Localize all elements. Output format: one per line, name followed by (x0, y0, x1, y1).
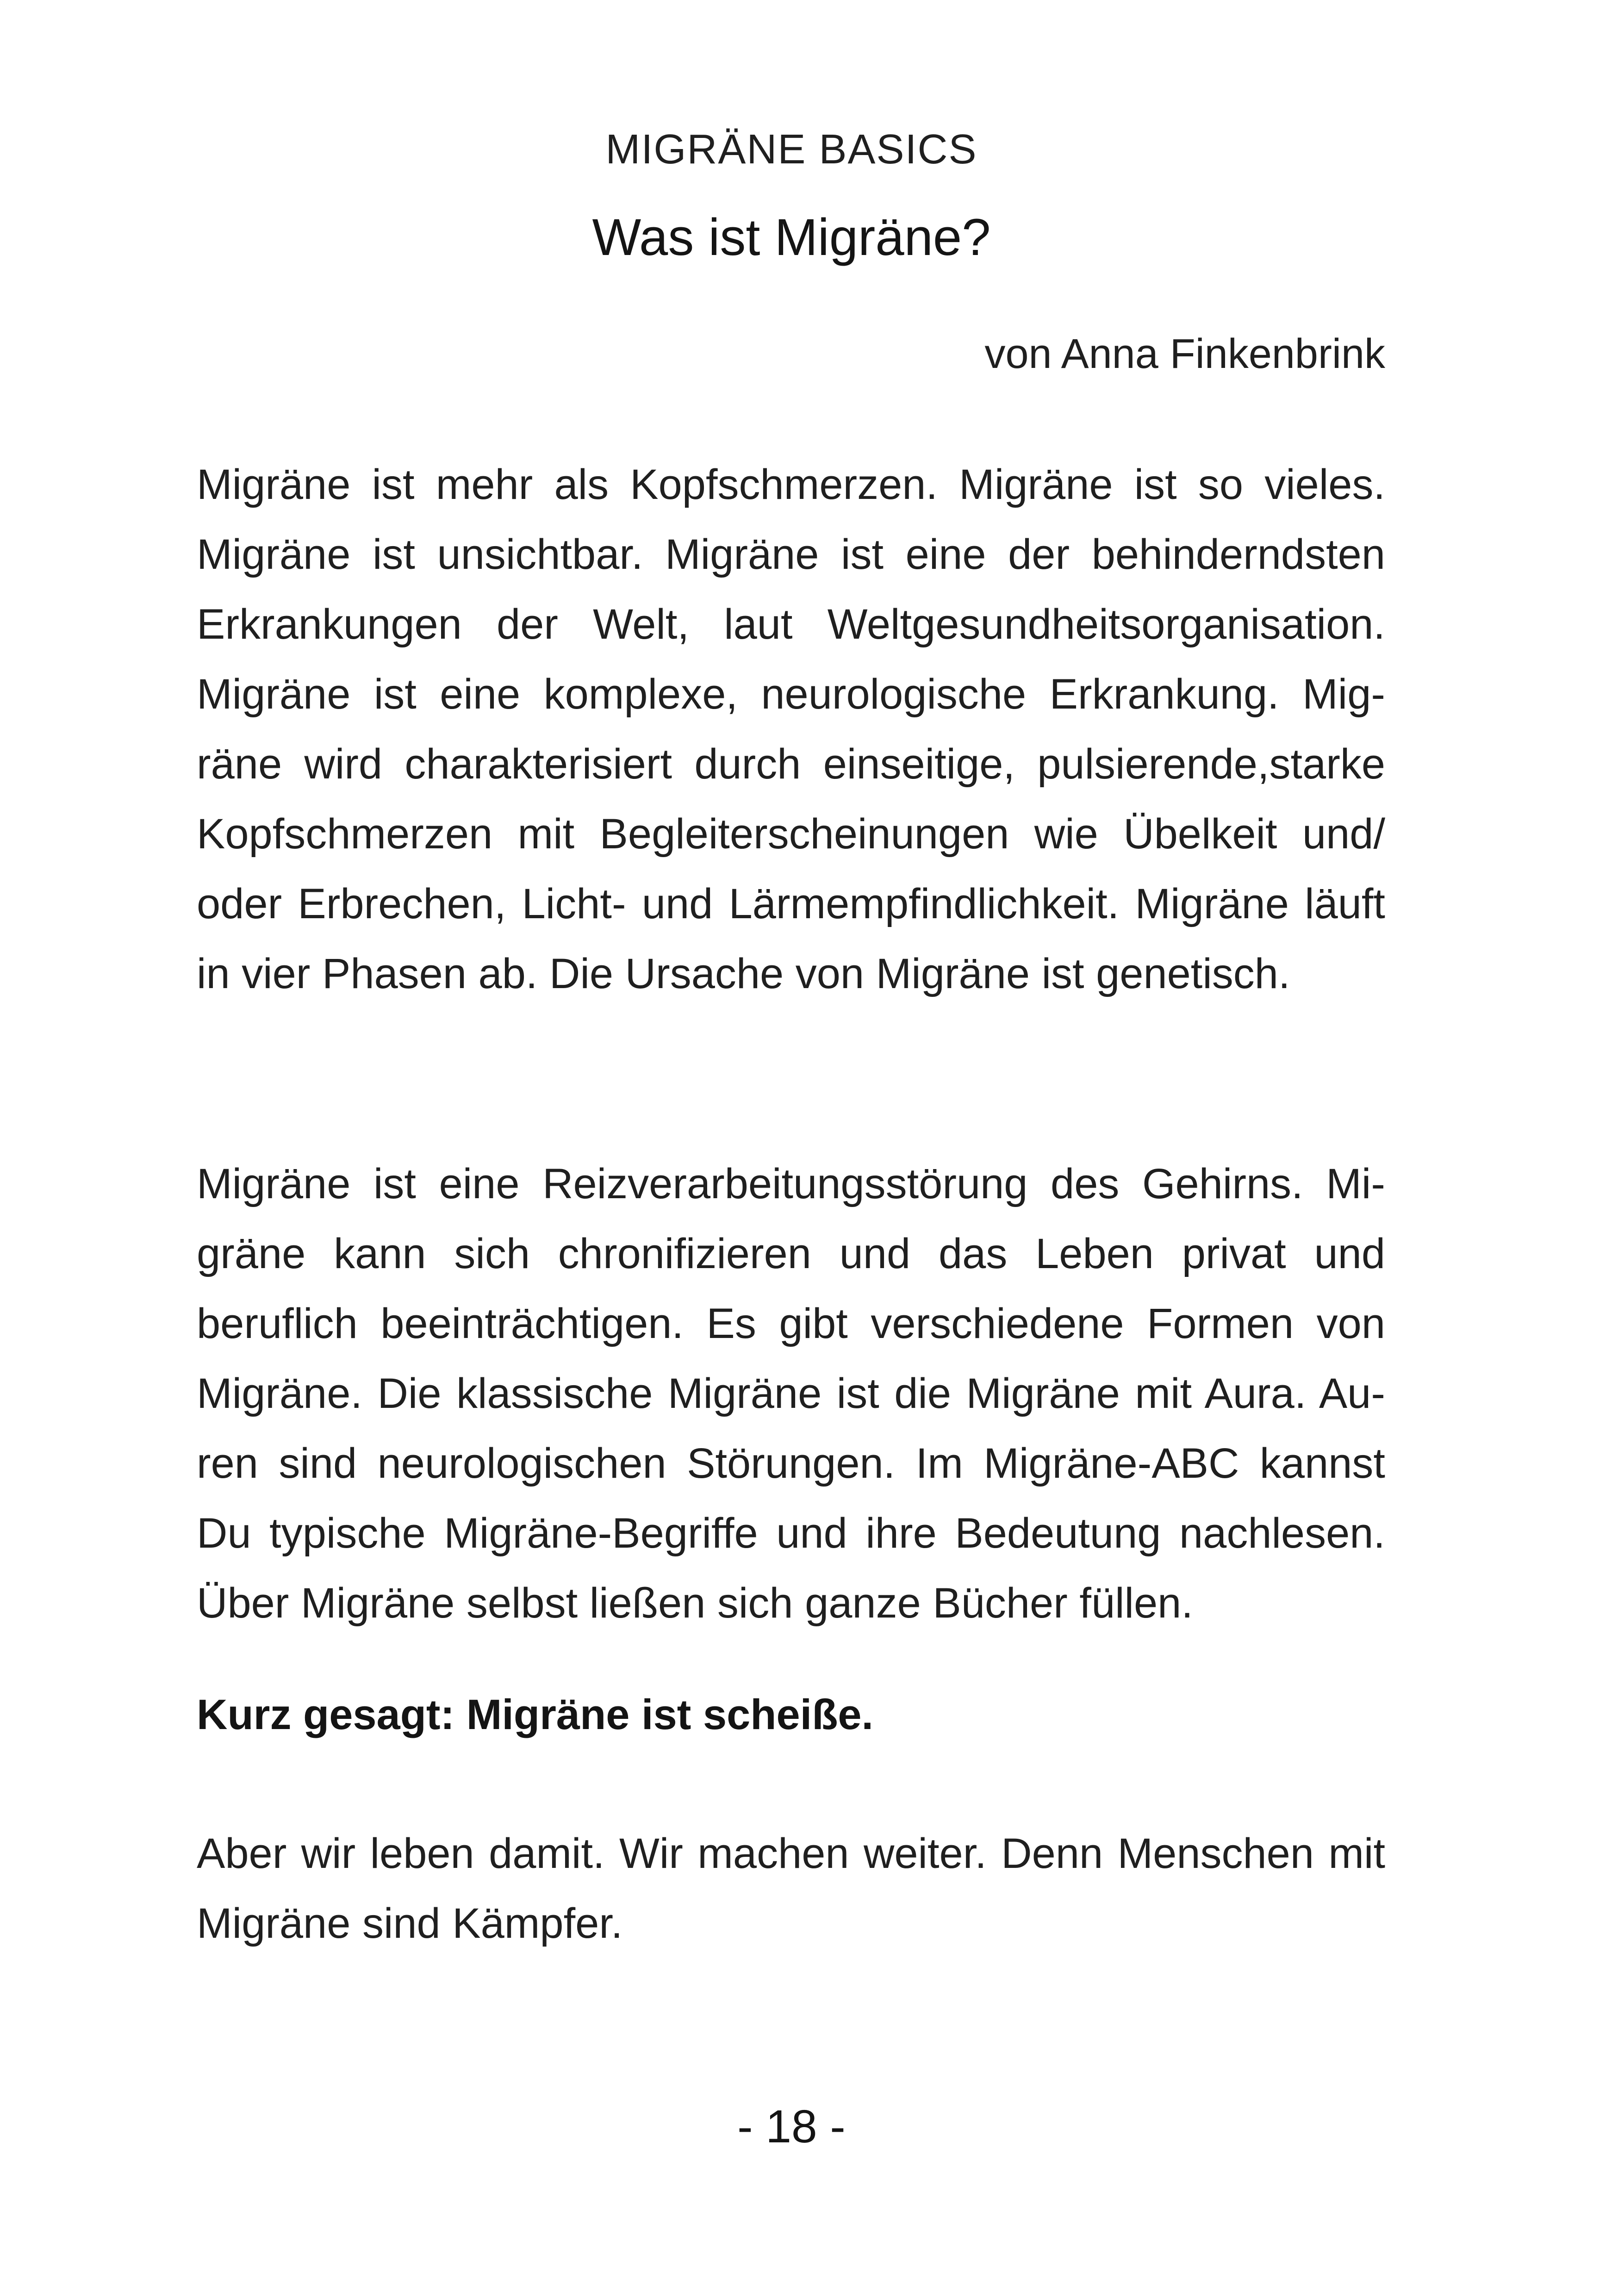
body-paragraph-1: Migräne ist mehr als Kopfschmerzen. Migräne ist so vieles. Migräne ist unsichtbar. Migräne ist eine der behinderndsten Erkrankungen der Welt, laut Weltgesundheitsorganisation. Migräne ist eine komplexe, neurologische Erkrankung. Migräne wird charakterisiert durch einseitige, pulsierende,starke Kopfschmerzen mit Begleiterscheinungen wie Übelkeit und/ oder Erbrechen, Licht- und Lärmempfindlichkeit. Migräne läuft in vier Phasen ab. Die Ursache von Migräne ist genetisch. (197, 461, 1385, 997)
author-byline: von Anna Finkenbrink (984, 331, 1385, 377)
section-label: MIGRÄNE BASICS (605, 126, 977, 173)
body-paragraph-2: Migräne ist eine Reizverarbeitungsstörung des Gehirns. Migräne kann sich chronifizieren und das Leben privat und beruflich beeinträchtigen. Es gibt verschiedene Formen von Migräne. Die klassische Migräne ist die Migräne mit Aura. Auren sind neurologischen Störungen. Im Migräne-ABC kannst Du typische Migräne-Begriffe und ihre Bedeutung nachlesen. Über Migräne selbst ließen sich ganze Bücher füllen. (197, 1160, 1385, 1627)
page-number: - 18 - (737, 2101, 846, 2153)
body-paragraph-3: Aber wir leben damit. Wir machen weiter. Denn Menschen mit Migräne sind Kämpfer. (197, 1830, 1385, 1947)
summary-statement: Kurz gesagt: Migräne ist scheiße. (197, 1691, 874, 1738)
page-title: Was ist Migräne? (592, 208, 991, 266)
